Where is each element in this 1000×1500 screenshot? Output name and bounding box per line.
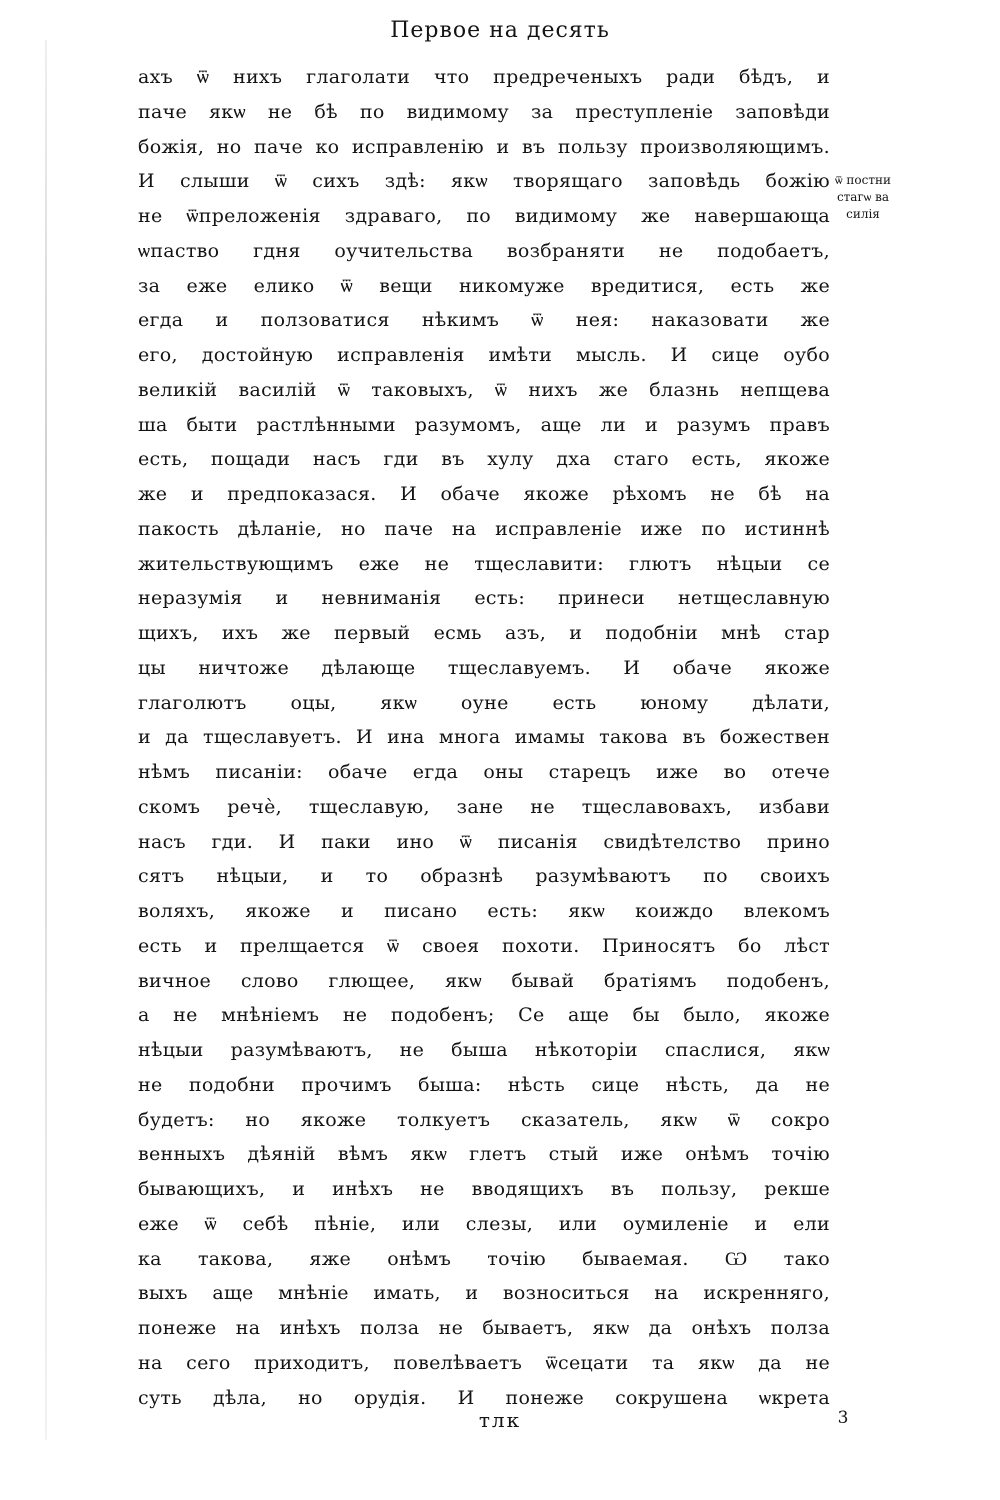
text-line: ахъ ѿ нихъ глаголати что предреченыхъ ради бѣдъ, и [138, 66, 830, 88]
margin-note [818, 172, 908, 223]
text-line: скомъ речѐ, тщеславую, зане не тщеславовахъ, избави [138, 795, 830, 818]
margin-note-line: стагѡ ва [836, 190, 890, 204]
text-line: егда и ползоватися нѣкимъ ѿ нея: наказовати же [138, 309, 830, 332]
text-line: на сего приходитъ, повелѣваетъ ѿсецати та якѡ да не [138, 1351, 830, 1374]
text-line: его, достойную исправленія имѣти мысль. И сице оубо [138, 344, 830, 366]
text-line: нѣцыи разумѣваютъ, не быша нѣкоторіи спаслися, якѡ [138, 1039, 830, 1061]
text-line: жительствующимъ еже не тщеславити: глютъ нѣцыи се [138, 552, 830, 575]
text-line: и да тщеславуетъ. И ина многа имамы такова въ божествен [138, 726, 830, 749]
text-line: насъ гди. И паки ино ѿ писанія свидѣтелство прино [138, 830, 830, 853]
text-line: венныхъ дѣяній вѣмъ якѡ глетъ стый иже онѣмъ точію [138, 1143, 830, 1166]
margin-note-line: ѿ постни [835, 173, 891, 187]
text-line: же и предпоказася. И обаче якоже рѣхомъ не бѣ на [138, 483, 830, 505]
text-line: глаголютъ оцы, якѡ оуне есть юному дѣлати, [138, 691, 830, 714]
main-text-block [138, 60, 830, 1415]
text-line: ка такова, яже онѣмъ точію бываемая. Ѡ тако [138, 1247, 830, 1270]
text-line: понеже на инѣхъ полза не бываетъ, якѡ да онѣхъ полза [138, 1317, 830, 1339]
text-line: есть и прелщается ѿ своея похоти. Приносятъ бо лѣст [138, 934, 830, 957]
text-line: ѡпаство гдня оучительства возбраняти не подобаетъ, [138, 239, 830, 262]
text-line: божія, но паче ко исправленію и въ пользу произволяющимъ. [138, 135, 830, 158]
text-line: еже ѿ себѣ пѣніе, или слезы, или оумиленіе и ели [138, 1212, 830, 1235]
text-line: есть, пощади насъ гди въ хулу дха стаго есть, якоже [138, 448, 830, 471]
text-line: пакость дѣланіе, но паче на исправленіе иже по истиннѣ [138, 517, 830, 540]
text-line: нѣмъ писаніи: обаче егда оны старецъ иже во отече [138, 761, 830, 783]
text-line: сятъ нѣцыи, и то образнѣ разумѣваютъ по своихъ [138, 865, 830, 888]
text-line: вичное слово глющее, якѡ бывай братіямъ подобенъ, [138, 969, 830, 992]
text-line: за еже елико ѿ вещи никомуже вредитися, есть же [138, 274, 830, 297]
text-line: ша быти растлѣнными разумомъ, аще ли и разумъ правъ [138, 413, 830, 436]
page-number: 3 [837, 1408, 849, 1428]
signature-mark: тлк [478, 1408, 522, 1432]
margin-note-line: силія [846, 207, 880, 221]
text-line: щихъ, ихъ же первый есмь азъ, и подобніи мнѣ стар [138, 622, 830, 644]
text-line: воляхъ, якоже и писано есть: якѡ коиждо влекомъ [138, 900, 830, 922]
text-line: И слыши ѿ сихъ здѣ: якѡ творящаго заповѣдь божію [138, 170, 830, 193]
text-line: а не мнѣніемъ не подобенъ; Се аще бы было, якоже [138, 1004, 830, 1027]
running-head: Первое на десять [390, 18, 610, 43]
text-line: неразумія и невниманія есть: принеси нетщеславную [138, 587, 830, 610]
text-line: выхъ аще мнѣніе имать, и возноситься на искренняго, [138, 1282, 830, 1305]
page-fold-shadow [45, 40, 47, 1440]
text-line: не подобни прочимъ быша: нѣсть сице нѣсть, да не [138, 1073, 830, 1096]
text-line: цы ничтоже дѣлающе тщеславуемъ. И обаче якоже [138, 656, 830, 679]
text-line: суть дѣла, но орудія. И понеже сокрушена ѡкрета [138, 1386, 830, 1409]
text-line: не ѿпреложенія здраваго, по видимому же навершающа [138, 205, 830, 227]
text-line: великій василій ѿ таковыхъ, ѿ нихъ же блазнь непщева [138, 378, 830, 401]
text-line: будетъ: но якоже толкуетъ сказатель, якѡ ѿ сокро [138, 1108, 830, 1131]
text-line: паче якѡ не бѣ по видимому за преступленіе заповѣди [138, 100, 830, 123]
text-line: бывающихъ, и инѣхъ не вводящихъ въ пользу, рекше [138, 1178, 830, 1200]
